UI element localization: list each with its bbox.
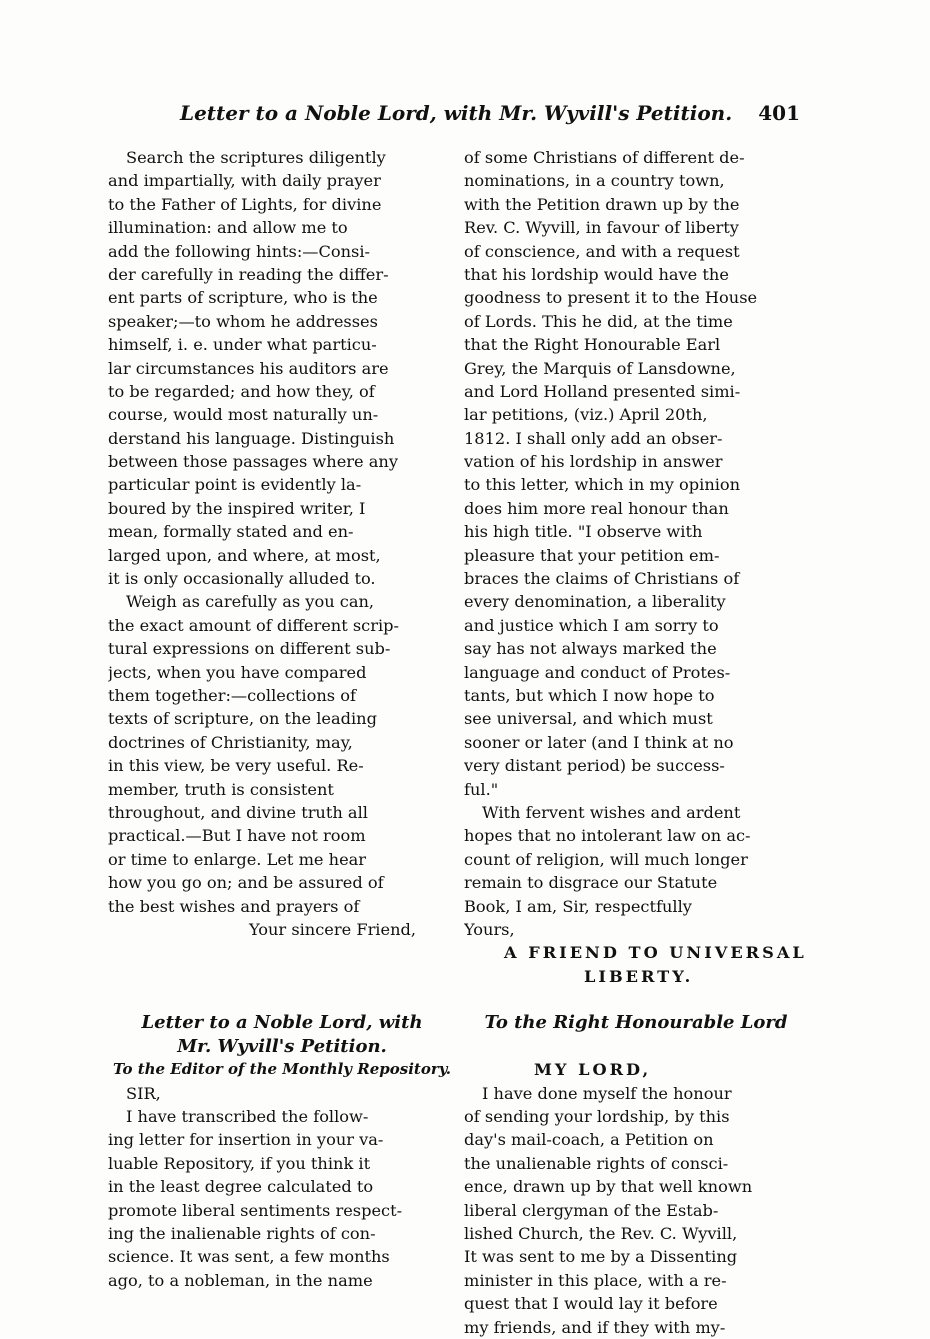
text-line: lar circumstances his auditors are [108, 358, 389, 378]
text-line: I have done myself the honour [482, 1083, 732, 1103]
text-line: Rev. C. Wyvill, in favour of liberty [464, 218, 739, 238]
text-line: count of religion, will much longer [464, 849, 748, 869]
letter-title-2: Mr. Wyvill's Petition. [177, 1035, 387, 1057]
text-line: that the Right Honourable Earl [464, 335, 721, 355]
text-line: ent parts of scripture, who is the [108, 288, 378, 308]
text-line: boured by the inspired writer, I [108, 498, 366, 518]
closing-line: Your sincere Friend, [248, 919, 416, 939]
text-line: say has not always marked the [464, 639, 717, 659]
text-line: lished Church, the Rev. C. Wyvill, [464, 1223, 738, 1243]
text-line: of sending your lordship, by this [464, 1107, 730, 1127]
text-line: larged upon, and where, at most, [108, 545, 381, 565]
text-line: in the least degree calculated to [108, 1177, 374, 1197]
text-line: see universal, and which must [464, 709, 713, 729]
text-line: member, truth is consistent [108, 779, 334, 799]
text-line: Search the scriptures diligently [126, 148, 386, 167]
text-line: lar petitions, (viz.) April 20th, [464, 405, 708, 425]
letter-address: To the Right Honourable Lord [484, 1012, 788, 1034]
text-line: tants, but which I now hope to [464, 685, 715, 705]
text-line: Book, I am, Sir, respectfully [464, 896, 692, 916]
text-line: derstand his language. Distinguish [108, 428, 395, 448]
text-line: the exact amount of different scrip- [108, 615, 399, 635]
text-line: ence, drawn up by that well known [464, 1177, 753, 1197]
left-paragraph-1 [108, 146, 456, 918]
text-line: It was sent to me by a Dissenting [464, 1247, 738, 1267]
signature-line-1: A FRIEND TO UNIVERSAL [504, 943, 807, 963]
letter-title: Letter to a Noble Lord, with [141, 1012, 423, 1034]
text-line: it is only occasionally alluded to. [108, 569, 376, 589]
text-line: With fervent wishes and ardent [482, 802, 741, 822]
text-line: braces the claims of Christians of [464, 569, 740, 589]
salutation: SIR, [126, 1083, 161, 1103]
right-paragraph-1 [464, 146, 808, 801]
spacer [464, 988, 808, 1011]
text-line: every denomination, a liberality [464, 592, 726, 612]
running-title: Letter to a Noble Lord, with Mr. Wyvill's Petition. [180, 101, 733, 125]
text-line: of some Christians of different de- [464, 148, 745, 167]
text-line: add the following hints:—Consi- [108, 241, 370, 261]
text-line: the best wishes and prayers of [108, 896, 360, 916]
text-line: der carefully in reading the differ- [108, 264, 389, 284]
text-line: course, would most naturally un- [108, 405, 379, 425]
text-line: to this letter, which in my opinion [464, 475, 741, 495]
text-line: particular point is evidently la- [108, 475, 362, 495]
text-line: ing letter for insertion in your va- [108, 1130, 384, 1150]
text-line: ful." [464, 779, 499, 799]
text-line: quest that I would lay it before [464, 1294, 718, 1314]
text-line: my friends, and if they with my- [464, 1317, 726, 1337]
text-line: nominations, in a country town, [464, 171, 725, 191]
text-line: pleasure that your petition em- [464, 545, 720, 565]
text-line: minister in this place, with a re- [464, 1270, 727, 1290]
text-line: and justice which I am sorry to [464, 615, 719, 635]
text-line: of conscience, and with a request [464, 241, 740, 261]
right-column [464, 146, 808, 1339]
text-line: does him more real honour than [464, 498, 729, 518]
text-line: ago, to a nobleman, in the name [108, 1270, 373, 1290]
text-line: throughout, and divine truth all [108, 802, 368, 822]
spacer [108, 965, 456, 988]
text-line: liberal clergyman of the Estab- [464, 1200, 719, 1220]
text-line: goodness to present it to the House [464, 288, 758, 308]
text-line: ing the inalienable rights of con- [108, 1223, 376, 1243]
text-line: vation of his lordship in answer [464, 452, 723, 472]
text-line: language and conduct of Protes- [464, 662, 731, 682]
text-line: 1812. I shall only add an obser- [464, 428, 723, 448]
left-paragraph-2 [108, 1105, 456, 1292]
text-line: Yours, [464, 919, 515, 939]
text-line: them together:—collections of [108, 685, 356, 705]
right-paragraph-2 [464, 801, 808, 941]
text-line: and impartially, with daily prayer [108, 171, 381, 191]
spacer [464, 1035, 808, 1058]
text-line: between those passages where any [108, 452, 398, 472]
text-line: doctrines of Christianity, may, [108, 732, 353, 752]
text-line: with the Petition drawn up by the [464, 194, 740, 214]
text-line: jects, when you have compared [108, 662, 367, 682]
salutation: MY LORD, [534, 1060, 652, 1080]
spacer [108, 941, 456, 964]
text-line: promote liberal sentiments respect- [108, 1200, 403, 1220]
text-line: Weigh as carefully as you can, [126, 592, 375, 612]
text-line: speaker;—to whom he addresses [108, 311, 378, 331]
text-line: I have transcribed the follow- [126, 1107, 369, 1127]
text-line: remain to disgrace our Statute [464, 873, 718, 893]
text-line: mean, formally stated and en- [108, 522, 354, 542]
text-line: of Lords. This he did, at the time [464, 311, 733, 331]
text-line: very distant period) be success- [464, 756, 725, 776]
text-line: science. It was sent, a few months [108, 1247, 390, 1267]
text-line: himself, i. e. under what particu- [108, 335, 377, 355]
text-line: the unalienable rights of consci- [464, 1153, 729, 1173]
page-number: 401 [758, 101, 800, 125]
text-line: practical.—But I have not room [108, 826, 366, 846]
text-line: and Lord Holland presented simi- [464, 381, 741, 401]
text-line: day's mail-coach, a Petition on [464, 1130, 714, 1150]
text-line: how you go on; and be assured of [108, 873, 384, 893]
text-line: illumination: and allow me to [108, 218, 348, 238]
text-line: Grey, the Marquis of Lansdowne, [464, 358, 736, 378]
text-line: texts of scripture, on the leading [108, 709, 377, 729]
text-line: luable Repository, if you think it [108, 1153, 371, 1173]
text-line: that his lordship would have the [464, 264, 729, 284]
text-line: to be regarded; and how they, of [108, 381, 375, 401]
letter-address: To the Editor of the Monthly Repository. [113, 1060, 451, 1079]
running-header [150, 97, 800, 135]
text-line: in this view, be very useful. Re- [108, 756, 364, 776]
left-column [108, 146, 456, 1292]
signature-line-2: LIBERTY. [584, 966, 694, 986]
text-line: sooner or later (and I think at no [464, 732, 734, 752]
text-line: tural expressions on different sub- [108, 639, 391, 659]
text-line: to the Father of Lights, for divine [108, 194, 382, 214]
right-paragraph-3 [464, 1082, 808, 1339]
text-line: hopes that no intolerant law on ac- [464, 826, 751, 846]
text-line: or time to enlarge. Let me hear [108, 849, 367, 869]
text-line: his high title. "I observe with [464, 522, 703, 542]
spacer [108, 988, 456, 1011]
